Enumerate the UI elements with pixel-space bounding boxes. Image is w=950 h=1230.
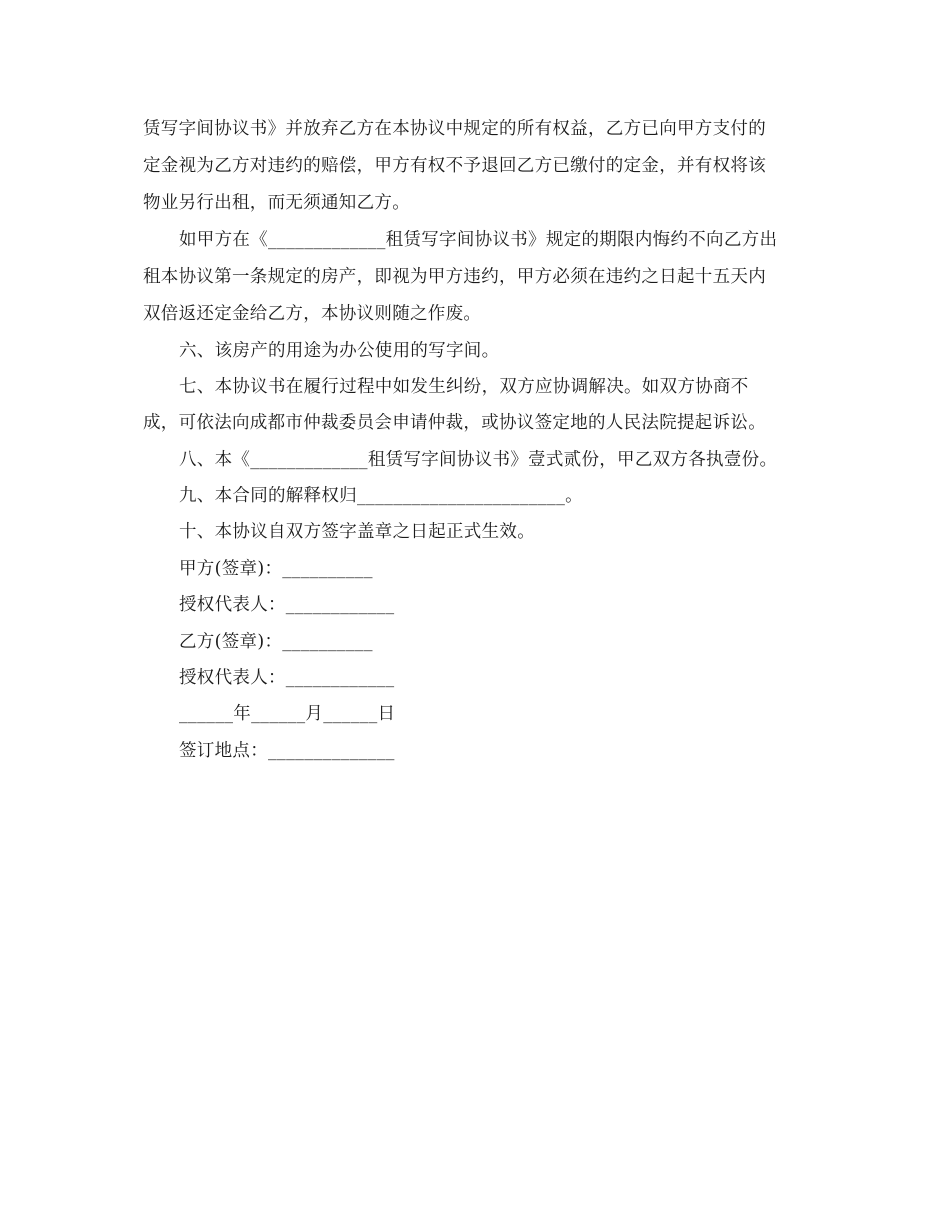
clause-seven: 七、本协议书在履行过程中如发生纠纷，双方应协调解决。如双方协商不 bbox=[179, 377, 749, 397]
paragraph-line: 租本协议第一条规定的房产，即视为甲方违约，甲方必须在违约之日起十五天内 bbox=[143, 267, 766, 287]
paragraph-line: 物业另行出租，而无须通知乙方。 bbox=[143, 193, 410, 213]
clause-ten: 十、本协议自双方签字盖章之日起正式生效。 bbox=[179, 522, 535, 542]
paragraph-line: 双倍返还定金给乙方，本协议则随之作废。 bbox=[143, 304, 482, 324]
paragraph-line: 如甲方在《_____________租赁写字间协议书》规定的期限内悔约不向乙方出 bbox=[179, 230, 778, 250]
party-b-representative: 授权代表人：____________ bbox=[179, 668, 395, 688]
paragraph-line: 成，可依法向成都市仲裁委员会申请仲裁，或协议签定地的人民法院提起诉讼。 bbox=[143, 413, 766, 433]
paragraph-line: 赁写字间协议书》并放弃乙方在本协议中规定的所有权益，乙方已向甲方支付的 bbox=[143, 119, 766, 139]
party-a-signature: 甲方(签章)：__________ bbox=[179, 559, 373, 579]
party-a-representative: 授权代表人：____________ bbox=[179, 595, 395, 615]
clause-six: 六、该房产的用途为办公使用的写字间。 bbox=[179, 341, 500, 361]
signing-location: 签订地点：______________ bbox=[179, 741, 395, 761]
paragraph-line: 定金视为乙方对违约的赔偿，甲方有权不予退回乙方已缴付的定金，并有权将该 bbox=[143, 156, 766, 176]
clause-eight: 八、本《_____________租赁写字间协议书》壹式贰份，甲乙双方各执壹份。 bbox=[179, 450, 778, 470]
signing-date: ______年______月______日 bbox=[179, 704, 396, 724]
clause-nine: 九、本合同的解释权归_______________________。 bbox=[179, 486, 583, 506]
party-b-signature: 乙方(签章)：__________ bbox=[179, 632, 373, 652]
